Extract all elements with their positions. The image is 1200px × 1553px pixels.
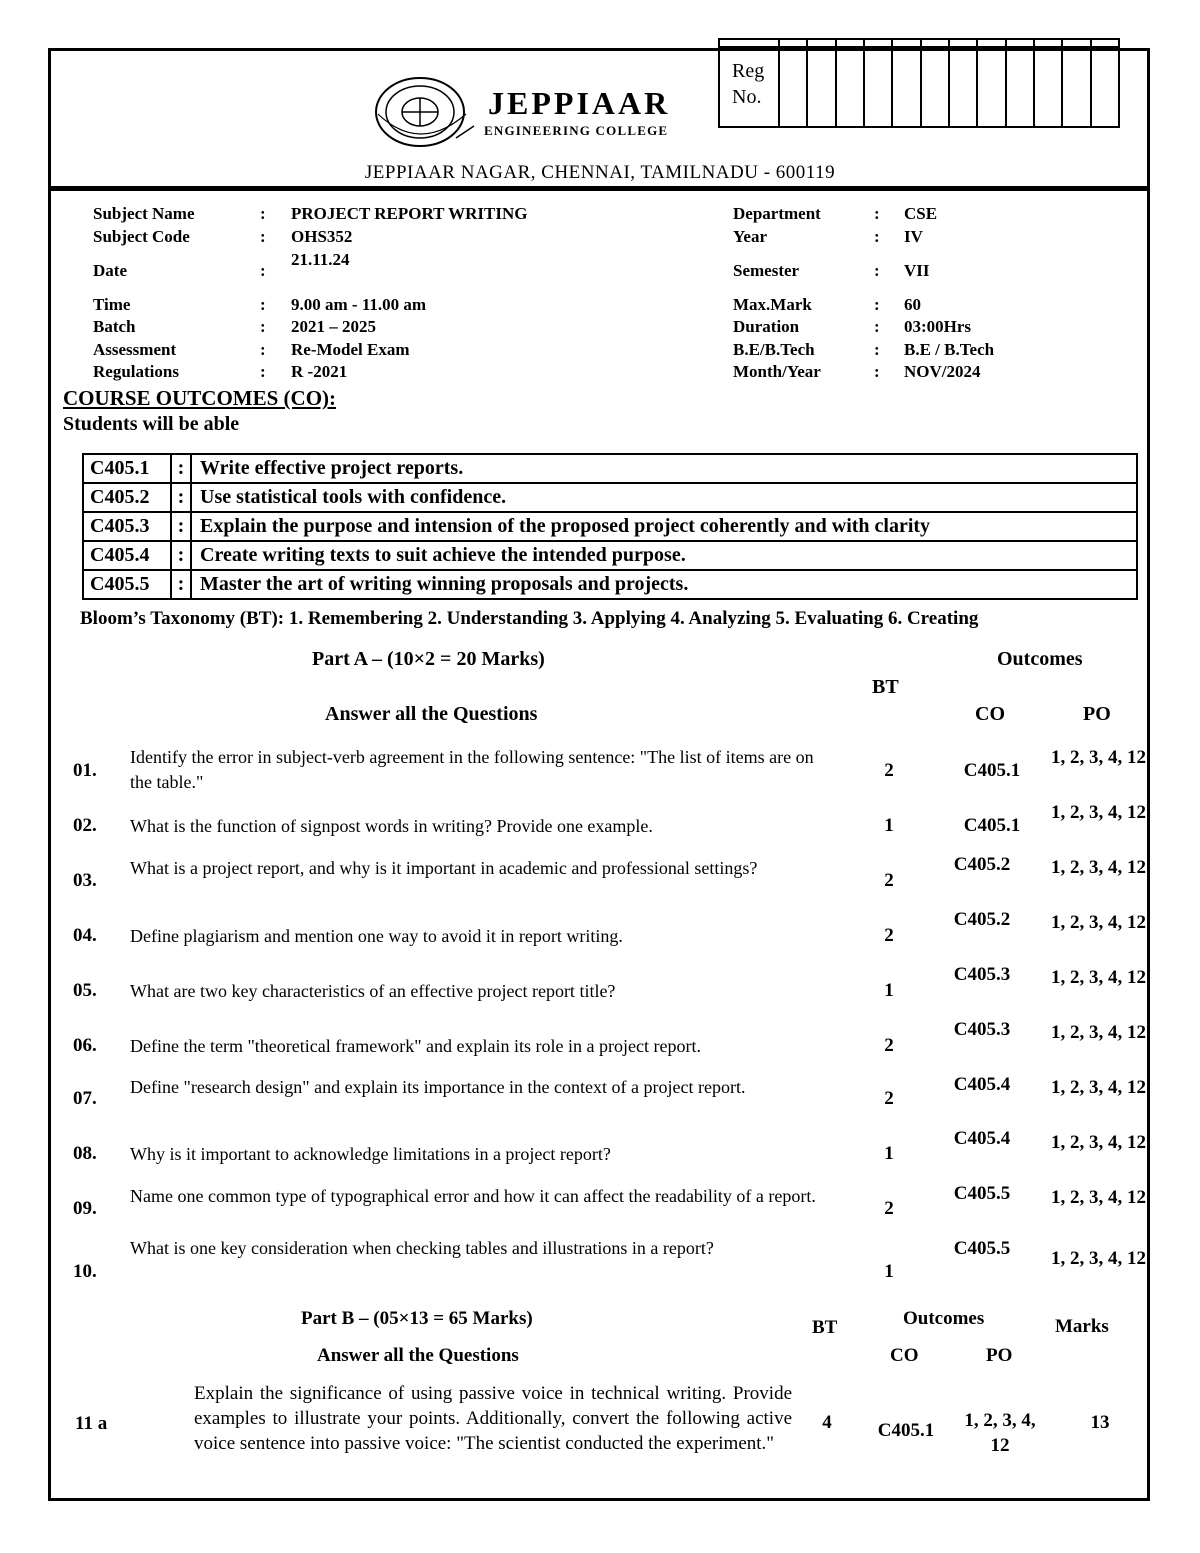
reg-no-label: Reg No. xyxy=(720,40,780,126)
part-a-po-header: PO xyxy=(1083,703,1111,725)
co-code: C405.3 xyxy=(83,512,171,541)
info-colon: : xyxy=(874,261,880,280)
table-row xyxy=(83,512,1137,541)
question-number: 01. xyxy=(73,760,97,781)
info-colon: : xyxy=(260,340,266,359)
info-value: CSE xyxy=(904,204,938,223)
co-text: Use statistical tools with confidence. xyxy=(191,483,1137,512)
question-bt: 2 xyxy=(884,1035,894,1056)
question-text: Identify the error in subject-verb agreement in the following sentence: "The list of items are on the table." xyxy=(130,747,814,792)
question-bt: 2 xyxy=(884,870,894,891)
question-po: 1, 2, 3, 4, 12 xyxy=(1051,747,1146,768)
question-number: 07. xyxy=(73,1088,97,1109)
question-text: Why is it important to acknowledge limitations in a project report? xyxy=(130,1144,611,1164)
question-po: 1, 2, 3, 4, 12 xyxy=(1051,967,1146,988)
info-key: Time xyxy=(93,295,131,314)
question-bt: 2 xyxy=(884,1198,894,1219)
info-colon: : xyxy=(874,340,880,359)
part-b-title: Part B – (05×13 = 65 Marks) xyxy=(301,1308,533,1329)
part-a-title: Part A – (10×2 = 20 Marks) xyxy=(312,648,545,670)
question-po: 1, 2, 3, 4, 12 xyxy=(1051,1187,1146,1208)
info-value: 9.00 am - 11.00 am xyxy=(291,295,427,314)
question-po: 1, 2, 3, 4, 12 xyxy=(1051,1132,1146,1153)
info-colon: : xyxy=(260,317,266,336)
part-a-bt-header: BT xyxy=(872,676,899,698)
question-text: What is one key consideration when checking tables and illustrations in a report? xyxy=(130,1238,714,1258)
info-value: R -2021 xyxy=(291,362,348,381)
info-key: Year xyxy=(733,227,767,246)
part-b-outcomes-header: Outcomes xyxy=(903,1308,985,1329)
info-key: Assessment xyxy=(93,340,177,359)
college-name: JEPPIAAR xyxy=(488,85,671,121)
table-row xyxy=(83,570,1137,599)
question-co: C405.2 xyxy=(953,909,1011,930)
question-po: 1, 2, 3, 4, 12 xyxy=(1051,1022,1146,1043)
question-number: 11 a xyxy=(75,1413,108,1434)
reg-no-cell[interactable] xyxy=(1063,40,1091,126)
info-key: B.E/B.Tech xyxy=(733,340,815,359)
info-value: 03:00Hrs xyxy=(904,317,972,336)
question-bt: 4 xyxy=(822,1412,832,1433)
reg-no-cell[interactable] xyxy=(837,40,865,126)
info-key: Duration xyxy=(733,317,800,336)
co-sep: : xyxy=(171,454,191,483)
question-co: C405.4 xyxy=(953,1128,1011,1149)
info-value: 60 xyxy=(904,295,921,314)
table-row xyxy=(83,541,1137,570)
course-outcomes-intro: Students will be able xyxy=(63,413,240,435)
question-po: 1, 2, 3, 4, 12 xyxy=(1051,802,1146,823)
co-sep: : xyxy=(171,541,191,570)
question-text: What is a project report, and why is it important in academic and professional settings? xyxy=(130,858,758,878)
question-bt: 2 xyxy=(884,925,894,946)
question-bt: 1 xyxy=(884,815,894,836)
reg-no-top-strip xyxy=(718,38,1120,48)
college-subtitle: ENGINEERING COLLEGE xyxy=(484,123,669,138)
info-colon: : xyxy=(874,317,880,336)
question-co: C405.4 xyxy=(953,1074,1011,1095)
question-text: Name one common type of typographical error and how it can affect the readability of a report. xyxy=(130,1186,816,1206)
question-number: 06. xyxy=(73,1035,97,1056)
question-bt: 2 xyxy=(884,1088,894,1109)
co-sep: : xyxy=(171,483,191,512)
blooms-taxonomy-note: Bloom’s Taxonomy (BT): 1. Remembering 2. Understanding 3. Applying 4. Analyzing 5. Evaluating 6. Creating xyxy=(80,608,979,629)
question-bt: 1 xyxy=(884,1143,894,1164)
info-value: 2021 – 2025 xyxy=(291,317,376,336)
reg-no-cell[interactable] xyxy=(808,40,836,126)
question-po: 1, 2, 3, 4, 12 xyxy=(1051,1077,1146,1098)
course-outcomes-heading: COURSE OUTCOMES (CO): xyxy=(63,386,337,410)
question-co: C405.5 xyxy=(953,1238,1011,1259)
info-colon: : xyxy=(260,362,266,381)
question-number: 05. xyxy=(73,980,97,1001)
co-code: C405.4 xyxy=(83,541,171,570)
info-value: Re-Model Exam xyxy=(291,340,410,359)
part-b-co-header: CO xyxy=(890,1345,919,1366)
question-po: 1, 2, 3, 4, 12 xyxy=(964,1410,1036,1456)
co-text: Create writing texts to suit achieve the intended purpose. xyxy=(191,541,1137,570)
info-value: NOV/2024 xyxy=(904,362,981,381)
part-b-instruction: Answer all the Questions xyxy=(317,1345,519,1366)
question-po: 1, 2, 3, 4, 12 xyxy=(1051,912,1146,933)
info-value: 21.11.24 xyxy=(291,250,350,269)
info-value: VII xyxy=(904,261,930,280)
info-key: Subject Name xyxy=(93,204,195,223)
co-code: C405.5 xyxy=(83,570,171,599)
reg-no-box xyxy=(718,38,1120,128)
question-po: 1, 2, 3, 4, 12 xyxy=(1051,1248,1146,1269)
question-text: What are two key characteristics of an effective project report title? xyxy=(130,981,616,1001)
question-co: C405.5 xyxy=(953,1183,1011,1204)
info-colon: : xyxy=(874,227,880,246)
reg-no-cell[interactable] xyxy=(865,40,893,126)
question-text: Define the term "theoretical framework" and explain its role in a project report. xyxy=(130,1036,701,1056)
info-key: Date xyxy=(93,261,127,280)
reg-no-cell[interactable] xyxy=(893,40,921,126)
info-key: Max.Mark xyxy=(733,295,812,314)
info-key: Month/Year xyxy=(733,362,821,381)
co-code: C405.1 xyxy=(83,454,171,483)
reg-no-cell[interactable] xyxy=(950,40,978,126)
question-number: 08. xyxy=(73,1143,97,1164)
question-number: 03. xyxy=(73,870,97,891)
info-colon: : xyxy=(260,204,266,223)
question-po: 1, 2, 3, 4, 12 xyxy=(1051,857,1146,878)
reg-no-cell[interactable] xyxy=(1035,40,1063,126)
question-number: 02. xyxy=(73,815,97,836)
question-co: C405.2 xyxy=(953,854,1011,875)
info-colon: : xyxy=(260,227,266,246)
info-value: IV xyxy=(904,227,923,246)
reg-no-cell[interactable] xyxy=(1092,40,1118,126)
question-number: 10. xyxy=(73,1261,97,1282)
question-bt: 1 xyxy=(884,1261,894,1282)
info-key: Semester xyxy=(733,261,800,280)
question-number: 09. xyxy=(73,1198,97,1219)
question-text: Define plagiarism and mention one way to avoid it in report writing. xyxy=(130,926,623,946)
college-address: JEPPIAAR NAGAR, CHENNAI, TAMILNADU - 600119 xyxy=(364,162,836,183)
co-text: Explain the purpose and intension of the proposed project coherently and with clarity xyxy=(191,512,1137,541)
info-value: PROJECT REPORT WRITING xyxy=(291,204,528,223)
question-co: C405.1 xyxy=(877,1420,935,1441)
question-co: C405.1 xyxy=(963,815,1021,836)
table-row xyxy=(83,454,1137,483)
info-key: Subject Code xyxy=(93,227,190,246)
info-colon: : xyxy=(874,204,880,223)
college-seal-icon xyxy=(370,74,476,150)
part-a-instruction: Answer all the Questions xyxy=(325,703,538,725)
reg-no-cell[interactable] xyxy=(780,40,808,126)
question-bt: 1 xyxy=(884,980,894,1001)
info-key: Regulations xyxy=(93,362,179,381)
info-value: OHS352 xyxy=(291,227,353,246)
co-text: Master the art of writing winning proposals and projects. xyxy=(191,570,1137,599)
part-a-co-header: CO xyxy=(975,703,1005,725)
co-text: Write effective project reports. xyxy=(191,454,1137,483)
reg-no-cell[interactable] xyxy=(922,40,950,126)
info-key: Department xyxy=(733,204,821,223)
question-co: C405.3 xyxy=(953,964,1011,985)
question-co: C405.3 xyxy=(953,1019,1011,1040)
info-colon: : xyxy=(260,295,266,314)
part-b-bt-header: BT xyxy=(812,1317,838,1338)
co-code: C405.2 xyxy=(83,483,171,512)
question-text: Explain the significance of using passive voice in technical writing. Provide examples to illustrate your points. Additionally, convert the following active voice sentence into passive voice: "The scientist conducted the experiment." xyxy=(194,1383,792,1454)
part-a-outcomes-header: Outcomes xyxy=(997,648,1083,670)
question-text: Define "research design" and explain its importance in the context of a project report. xyxy=(130,1077,746,1097)
question-number: 04. xyxy=(73,925,97,946)
part-b-marks-header: Marks xyxy=(1055,1316,1109,1337)
co-sep: : xyxy=(171,570,191,599)
header-divider xyxy=(50,186,1148,191)
co-sep: : xyxy=(171,512,191,541)
question-marks: 13 xyxy=(1090,1412,1110,1433)
part-b-po-header: PO xyxy=(986,1345,1013,1366)
info-key: Batch xyxy=(93,317,136,336)
question-text: What is the function of signpost words in writing? Provide one example. xyxy=(130,816,653,836)
course-outcomes-table xyxy=(82,453,1138,600)
info-colon: : xyxy=(874,362,880,381)
question-co: C405.1 xyxy=(963,760,1021,781)
reg-no-cell[interactable] xyxy=(1007,40,1035,126)
info-value: B.E / B.Tech xyxy=(904,340,995,359)
table-row xyxy=(83,483,1137,512)
info-colon: : xyxy=(874,295,880,314)
info-colon: : xyxy=(260,261,266,280)
reg-no-cell[interactable] xyxy=(978,40,1006,126)
question-bt: 2 xyxy=(884,760,894,781)
